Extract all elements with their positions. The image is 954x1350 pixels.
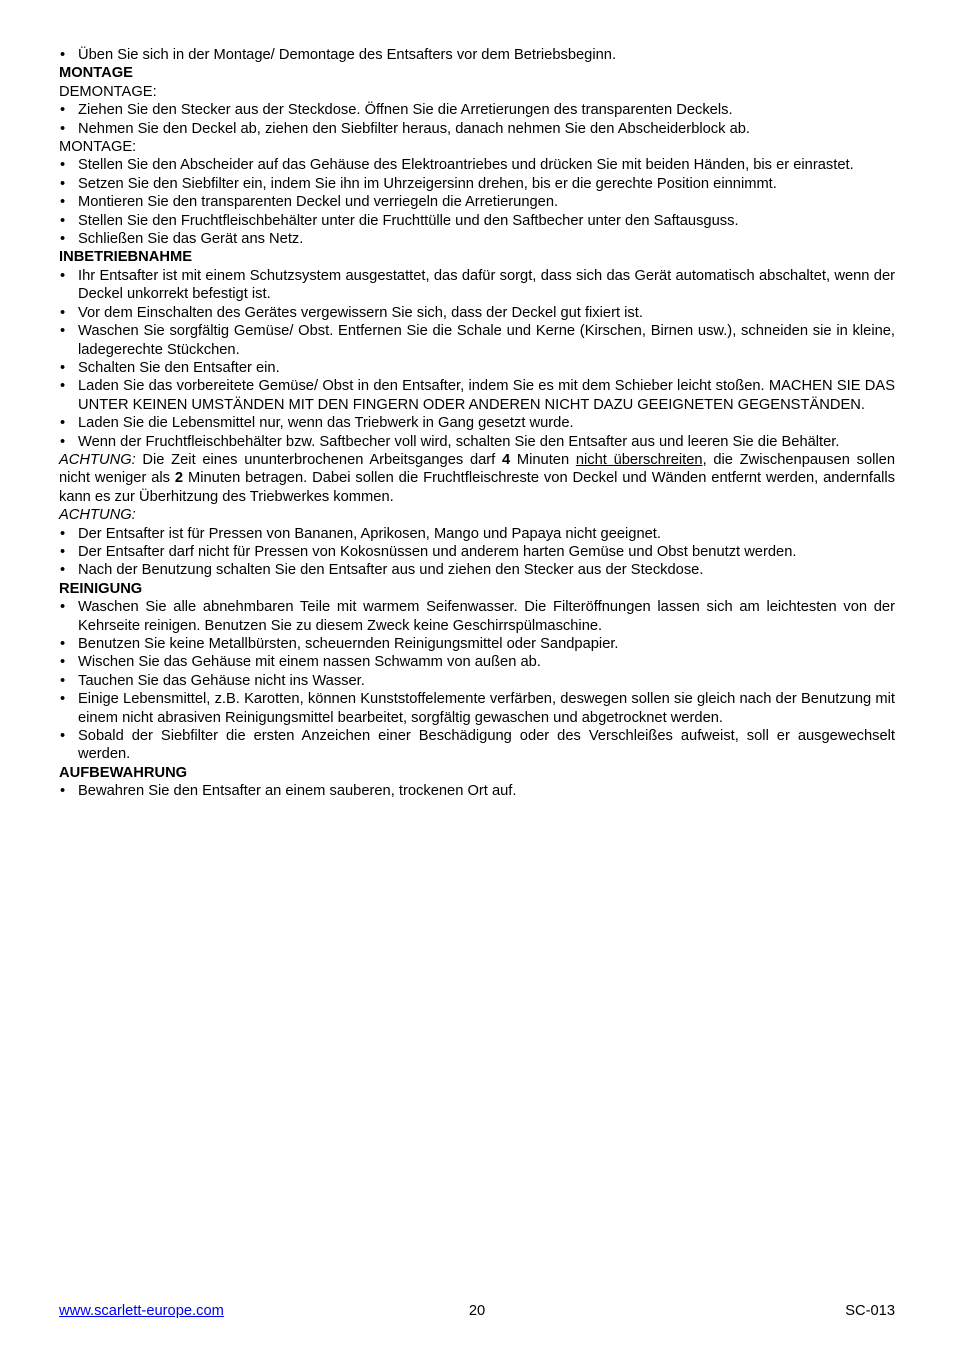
warning-label: ACHTUNG: (59, 451, 136, 468)
list-item: • Üben Sie sich in der Montage/ Demontage des Entsafters vor dem Betriebsbeginn. (59, 46, 895, 64)
website-link[interactable]: www.scarlett-europe.com (59, 1303, 224, 1319)
list-item: • Schalten Sie den Entsafter ein. (59, 359, 895, 377)
list-item: • Tauchen Sie das Gehäuse nicht ins Wasser. (59, 672, 895, 690)
warning-label-2: ACHTUNG: (59, 507, 136, 524)
list-item: • Vor dem Einschalten des Gerätes vergewissern Sie sich, dass der Deckel gut fixiert ist. (59, 304, 895, 322)
warning-text: Minuten betragen. Dabei sollen die Fruchtfleischreste von Deckel und Wänden entfernt werden, andernfalls kann es zur Überhitzung des Triebwerkes kommen. (59, 470, 895, 505)
list-item: • Laden Sie die Lebensmittel nur, wenn das Triebwerk in Gang gesetzt wurde. (59, 414, 895, 432)
list-item: • Ihr Entsafter ist mit einem Schutzsystem ausgestattet, das dafür sorgt, dass sich das Gerät automatisch abschaltet, wenn der Deckel unkorrekt befestigt ist. (59, 267, 895, 304)
document-body (59, 46, 895, 801)
warning-paragraph (59, 451, 895, 506)
list-item: • Waschen Sie sorgfältig Gemüse/ Obst. Entfernen Sie die Schale und Kerne (Kirschen, Birnen usw.), schneiden sie in kleine, ladegerechte Stückchen. (59, 322, 895, 359)
list-item: • Wenn der Fruchtfleischbehälter bzw. Saftbecher voll wird, schalten Sie den Entsafter aus und leeren Sie die Behälter. (59, 433, 895, 451)
list-item: • Wischen Sie das Gehäuse mit einem nassen Schwamm von außen ab. (59, 653, 895, 671)
warning-text: Die Zeit eines ununterbrochenen Arbeitsganges darf (135, 451, 502, 468)
list-item: • Schließen Sie das Gerät ans Netz. (59, 230, 895, 248)
list-item: • Bewahren Sie den Entsafter an einem sauberen, trockenen Ort auf. (59, 782, 895, 800)
list-item: • Nehmen Sie den Deckel ab, ziehen den Siebfilter heraus, danach nehmen Sie den Abscheiderblock ab. (59, 120, 895, 138)
section-heading-montage: MONTAGE (59, 65, 133, 82)
page-number: 20 (468, 1303, 486, 1319)
warning-underlined: nicht überschreiten (575, 451, 703, 468)
subheading-montage: MONTAGE: (59, 139, 137, 156)
list-item: • Laden Sie das vorbereitete Gemüse/ Obst in den Entsafter, indem Sie es mit dem Schieber leicht stoßen. MACHEN SIE DAS UNTER KEINEN UMSTÄNDEN MIT DEN FINGERN ODER ANDEREN NICHT DAZU GEEIGNETEN GEGENSTÄNDEN. (59, 377, 895, 414)
list-item: • Nach der Benutzung schalten Sie den Entsafter aus und ziehen den Stecker aus der Steckdose. (59, 561, 895, 579)
list-item: • Stellen Sie den Abscheider auf das Gehäuse des Elektroantriebes und drücken Sie mit beiden Händen, bis er einrastet. (59, 156, 895, 174)
subheading-demontage: DEMONTAGE: (59, 83, 157, 100)
section-heading-aufbewahrung: AUFBEWAHRUNG (59, 764, 188, 781)
warning-minutes-max: 4 (501, 451, 511, 468)
list-item: • Setzen Sie den Siebfilter ein, indem Sie ihn im Uhrzeigersinn drehen, bis er die gerechte Position einnimmt. (59, 175, 895, 193)
warning-text: Minuten (510, 451, 576, 468)
list-item: • Einige Lebensmittel, z.B. Karotten, können Kunststoffelemente verfärben, deswegen sollen sie gleich nach der Benutzung mit einem nicht abrasiven Reinigungsmittel bearbeitet, sorgfältig gewaschen und abgetrocknet werden. (59, 690, 895, 727)
list-item: • Ziehen Sie den Stecker aus der Steckdose. Öffnen Sie die Arretierungen des transparenten Deckels. (59, 101, 895, 119)
model-number: SC-013 (845, 1303, 895, 1319)
section-heading-reinigung: REINIGUNG (59, 580, 143, 597)
warning-text: , die Zwischenpausen sollen nicht weniger als (59, 451, 895, 487)
list-item: • Sobald der Siebfilter die ersten Anzeichen einer Beschädigung oder des Verschleißes aufweist, soll er ausgewechselt werden. (59, 727, 895, 764)
list-item: • Der Entsafter darf nicht für Pressen von Kokosnüssen und anderem harten Gemüse und Obst benutzt werden. (59, 543, 895, 561)
section-heading-inbetriebnahme: INBETRIEBNAHME (59, 249, 193, 266)
warning-minutes-pause: 2 (174, 470, 184, 487)
page-footer (59, 1303, 895, 1323)
list-item: • Stellen Sie den Fruchtfleischbehälter unter die Fruchttülle und den Saftbecher unter den Saftausguss. (59, 212, 895, 230)
list-item: • Waschen Sie alle abnehmbaren Teile mit warmem Seifenwasser. Die Filteröffnungen lassen sich am leichtesten von der Kehrseite reinigen. Benutzen Sie zu diesem Zweck keine Geschirrspülmaschine. (59, 598, 895, 635)
list-item: • Der Entsafter ist für Pressen von Bananen, Aprikosen, Mango und Papaya nicht geeignet. (59, 525, 895, 543)
list-item: • Benutzen Sie keine Metallbürsten, scheuernden Reinigungsmittel oder Sandpapier. (59, 635, 895, 653)
list-item: • Montieren Sie den transparenten Deckel und verriegeln die Arretierungen. (59, 193, 895, 211)
